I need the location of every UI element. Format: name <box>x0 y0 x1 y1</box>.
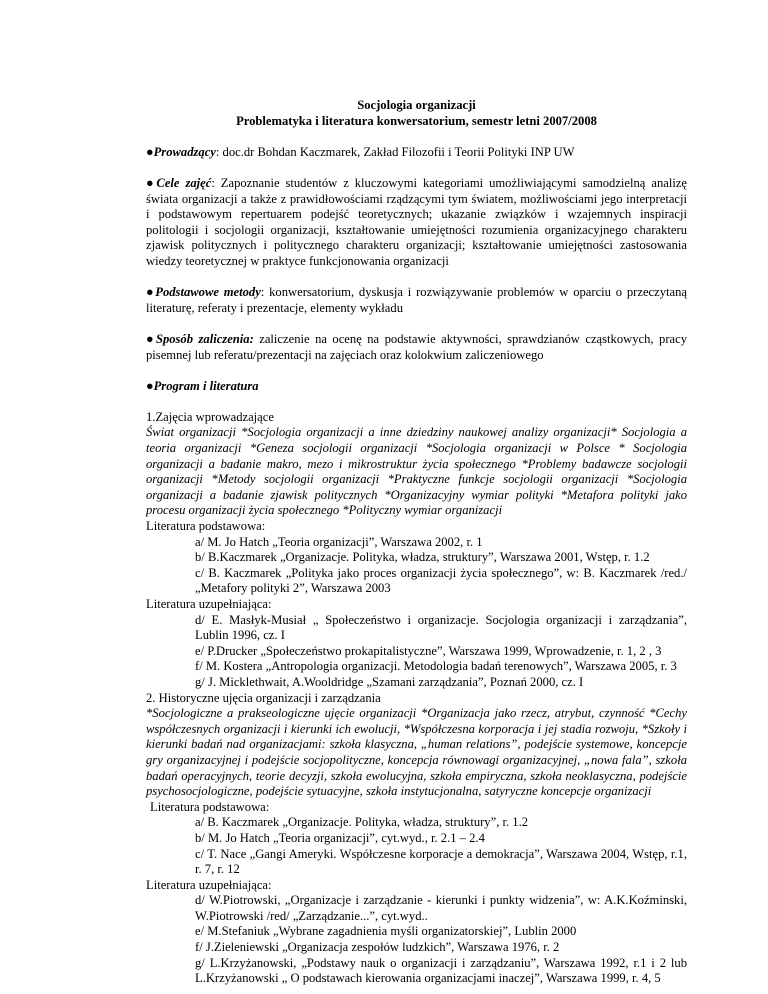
bullet-icon: ● <box>146 378 154 393</box>
section-2-extra-item-d: d/ W.Piotrowski, „Organizacje i zarządzanie - kierunki i punkty widzenia”, w: A.K.Koźminski, W.Piotrowski /red/ „Zarządzanie...”, cyt.wyd.. <box>195 893 687 923</box>
section-2-basic-literature-label: Literatura podstawowa: <box>150 799 270 814</box>
grading-text: zaliczenie na ocenę na podstawie aktywności, sprawdzianów cząstkowych, pracy pisemnej lub referatu/prezentacji na zajęciach oraz kolokwium zaliczeniowego <box>146 331 687 362</box>
document-content <box>146 98 687 987</box>
goals-text: : Zapoznanie studentów z kluczowymi kategoriami umożliwiającymi samodzielną analizę świata organizacji a także z prawidłowościami rządzącymi tym światem, możliwościami jego interpretacji i podstawowym repertuarem podejść teoretycznych; ukazanie związków i wzajemnych inspiracji politologii i socjologii organizacji, kształtowanie umiejętności rozumienia organizacyjnego charakteru zjawisk politycznych i politycznego charakteru organizacji; kształtowanie umiejętności zastosowania wiedzy teoretycznej w praktyce funkcjonowania organizacji <box>146 175 688 268</box>
grading-label: Sposób zaliczenia: <box>155 331 254 346</box>
instructor-line <box>146 145 687 161</box>
section-1-topics: Świat organizacji *Socjologia organizacji a inne dziedziny naukowej analizy organizacji* Socjologia a teoria organizacji *Geneza socjologii organizacji *Socjologia organizacji w Polsce * Socjologia organizacji a badanie makro, mezo i mikrostruktur życia społecznego *Problemy badawcze socjologii organizacji *Metody socjologii organizacji *Praktyczne funkcje socjologii organizacji *Socjologia organizacji a badanie zjawisk politycznych *Organizacyjny wymiar polityki *Metafora polityki jako procesu organizacji życia społecznego *Polityczny wymiar organizacji <box>146 425 687 518</box>
goals-label: Cele zajęć <box>156 175 212 190</box>
bullet-icon: ● <box>146 285 156 300</box>
goals-paragraph <box>146 176 687 270</box>
bullet-icon: ● <box>146 331 156 346</box>
section-1-basic-literature-label: Literatura podstawowa: <box>146 519 266 534</box>
section-2-topics: *Socjologiczne a prakseologiczne ujęcie organizacji *Organizacja jako rzecz, atrybut, czynność *Cechy współczesnych organizacji i kierunki ich ewolucji, *Współczesna korporacja i jej stadia rozwoju, *Szkoły i kierunki badań nad organizacjami: szkoła klasyczna, „human relations”, podejście systemowe, koncepcje gry organizacyjnej i podejście socjopolityczne, koncepcja równowagi organizacyjnej, „nowa fala”, szkoła badań operacyjnych, teorie decyzji, szkoła ewolucyjna, szkoła empiryczna, szkoła neoklasyczna, podejście psychosocjologiczne, podejście sytuacyjne, szkoła instytucjonalna, satyryczne koncepcje organizacji <box>146 706 687 799</box>
section-2-heading: 2. Historyczne ujęcia organizacji i zarządzania <box>146 690 381 705</box>
section-1-basic-item-a: a/ M. Jo Hatch „Teoria organizacji”, Warszawa 2002, r. 1 <box>195 534 483 549</box>
section-2-extra-item-f: f/ J.Zieleniewski „Organizacja zespołów ludzkich”, Warszawa 1976, r. 2 <box>195 940 560 955</box>
section-1-basic-item-b: b/ B.Kaczmarek „Organizacje. Polityka, władza, struktury”, Warszawa 2001, Wstęp, r. 1.2 <box>195 550 650 565</box>
methods-text: : konwersatorium, dyskusja i rozwiązywanie problemów w oparciu o przeczytaną literaturę, referaty i prezentacje, elementy wykładu <box>146 285 687 315</box>
bullet-icon: ● <box>146 175 157 190</box>
document-title: Socjologia organizacji <box>357 98 476 112</box>
program-label: Program i literatura <box>153 378 259 393</box>
program-heading <box>146 379 687 395</box>
section-2-basic-item-c: c/ T. Nace „Gangi Ameryki. Współczesne korporacje a demokracja”, Warszawa 2004, Wstęp, r.1, r. 7, r. 12 <box>195 846 687 877</box>
instructor-label: Prowadzący <box>153 144 216 159</box>
section-1-basic-item-c: c/ B. Kaczmarek „Polityka jako proces organizacji życia społecznego”, w: B. Kaczmarek /red./ „Metafory polityki 2”, Warszawa 2003 <box>195 565 687 596</box>
section-2-extra-item-e: e/ M.Stefaniuk „Wybrane zagadnienia myśli organizatorskiej”, Lublin 2000 <box>195 924 577 939</box>
instructor-text: : doc.dr Bohdan Kaczmarek, Zakład Filozofii i Teorii Polityki INP UW <box>215 144 575 159</box>
section-1-extra-item-g: g/ J. Micklethwait, A.Wooldridge „Szamani zarządzania”, Poznań 2000, cz. I <box>195 674 584 689</box>
section-2-basic-item-a: a/ B. Kaczmarek „Organizacje. Polityka, władza, struktury”, r. 1.2 <box>195 815 529 830</box>
section-2-extra-item-g: g/ L.Krzyżanowski, „Podstawy nauk o organizacji i zarządzaniu”, Warszawa 1992, r.1 i 2 lub L.Krzyżanowski „ O podstawach kierowania organizacjami inaczej”, Warszawa 1999, r. 4, 5 <box>195 955 687 986</box>
bullet-icon: ● <box>146 144 154 159</box>
section-1-extra-item-f: f/ M. Kostera „Antropologia organizacji. Metodologia badań terenowych”, Warszawa 2005, r. 3 <box>195 659 677 674</box>
methods-label: Podstawowe metody <box>155 285 261 300</box>
grading-paragraph <box>146 332 687 363</box>
section-1-heading: 1.Zajęcia wprowadzające <box>146 409 274 424</box>
section-1-extra-item-e: e/ P.Drucker „Społeczeństwo prokapitalistyczne”, Warszawa 1999, Wprowadzenie, r. 1, 2 , 3 <box>195 643 662 658</box>
section-2-extra-literature-label: Literatura uzupełniająca: <box>146 877 272 892</box>
section-1-extra-item-d: d/ E. Masłyk-Musiał „ Społeczeństwo i organizacje. Socjologia organizacji i zarządzania”, Lublin 1996, cz. I <box>195 612 687 643</box>
section-2-basic-item-b: b/ M. Jo Hatch „Teoria organizacji”, cyt.wyd., r. 2.1 – 2.4 <box>195 830 485 845</box>
methods-paragraph <box>146 285 687 316</box>
document-subtitle: Problematyka i literatura konwersatorium, semestr letni 2007/2008 <box>236 113 597 128</box>
section-1-extra-literature-label: Literatura uzupełniająca: <box>146 597 272 611</box>
